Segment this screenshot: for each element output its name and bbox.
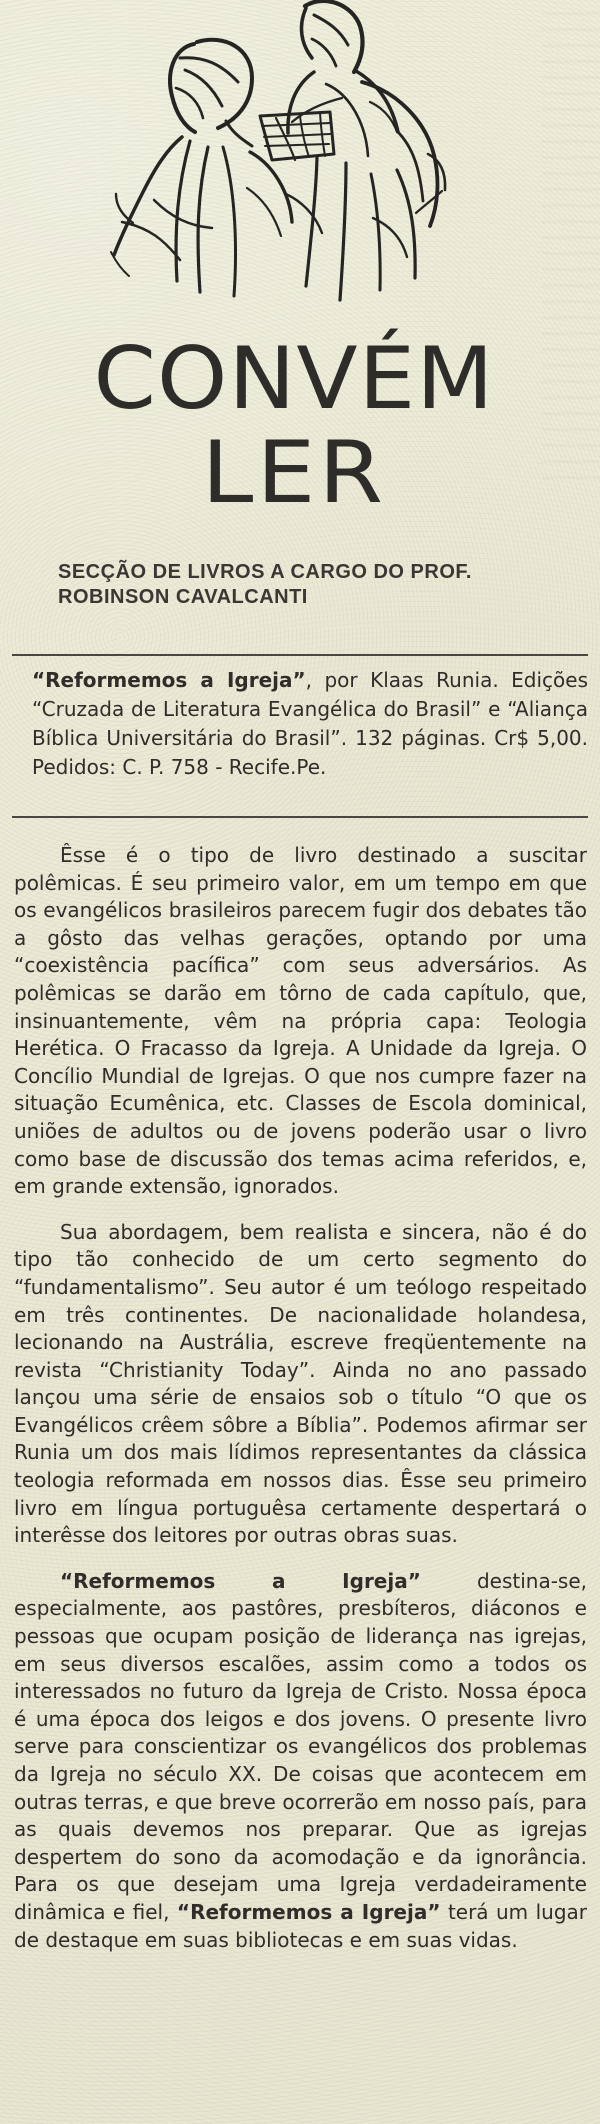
- article-paragraph-3-body: destina-se, especialmente, aos pastôres, presbíteros, diáconos e pessoas que ocupam posição de liderança nas igrejas, em seus diversos escalões, assim como a todos os interessados no futuro da Igreja de Cristo. Nossa época é uma época dos leigos e dos jovens. O presente livro serve para conscientizar os evangélicos dos problemas da Igreja no século XX. De coisas que acontecem em outras terras, e que breve ocorrerão em nosso país, para as quais devemos nos preparar. Que as igrejas despertem do sono da acomodação e da ignorância. Para os que desejam uma Igreja verdadeiramente dinâmica e fiel,: [14, 1568, 588, 1924]
- book-reference-title: “Reformemos a Igreja”: [32, 668, 306, 692]
- article-paragraph-2: Sua abordagem, bem realista e sincera, não é do tipo tão conhecido de um certo segmento do “fundamentalismo”. Seu autor é um teólogo respeitado em três continentes. De nacionalidade holandesa, lecionando na Austrália, escreve freqüentemente na revista “Christianity Today”. Ainda no ano passado lançou uma série de ensaios sob o título “O que os Evangélicos crêem sôbre a Bíblia”. Podemos afirmar ser Runia um dos mais lídimos representantes da clássica teologia reformada em nossos dias. Êsse seu primeiro livro em língua portuguêsa certamente despertará o interêsse dos leitores por outras obras suas.: [14, 1219, 587, 1548]
- heading-line-2: LER: [201, 423, 387, 523]
- article-body: [14, 842, 587, 1972]
- reading-couple-illustration: [76, 0, 508, 306]
- book-reference: [32, 666, 588, 782]
- section-title-line-2: ROBINSON CAVALCANTI: [58, 586, 308, 608]
- section-title-line-1: SECÇÃO DE LIVROS A CARGO DO PROF.: [58, 561, 472, 583]
- article-book-title: “Reformemos a Igreja”: [60, 1568, 421, 1593]
- article-paragraph-3-end: terá um lugar de destaque em suas bibliotecas e em suas vidas.: [14, 1899, 588, 1952]
- book-reference-details: , por Klaas Runia. Edições “Cruzada de Literatura Evangélica do Brasil” e “Aliança Bíblica Universitária do Brasil”. 132 páginas. Cr$ 5,00. Pedidos: C. P. 758 - Recife.Pe.: [32, 668, 588, 779]
- top-divider: [12, 654, 588, 656]
- article-paragraph-3: [14, 1568, 587, 1954]
- article-book-title-repeat: “Reformemos a Igreja”: [176, 1899, 441, 1924]
- heading-line-1: CONVÉM: [93, 329, 495, 429]
- article-paragraph-1: Êsse é o tipo de livro destinado a suscitar polêmicas. É seu primeiro valor, em um tempo em que os evangélicos brasileiros parecem fugir dos debates tão a gôsto das velhas gerações, optando por uma “coexistência pacífica” com seus adversários. As polêmicas se darão em tôrno de cada capítulo, que, insinuantemente, vêm na própria capa: Teologia Herética. O Fracasso da Igreja. A Unidade da Igreja. O Concílio Mundial de Igrejas. O que nos cumpre fazer na situação Ecumênica, etc. Classes de Escola dominical, uniões de adultos ou de jovens poderão usar o livro como base de discussão dos temas acima referidos, e, em grande extensão, ignorados.: [14, 843, 587, 1199]
- section-title: [58, 560, 558, 610]
- page-heading: [84, 329, 504, 523]
- bottom-divider: [12, 816, 588, 818]
- background-text-bleed: [542, 0, 600, 480]
